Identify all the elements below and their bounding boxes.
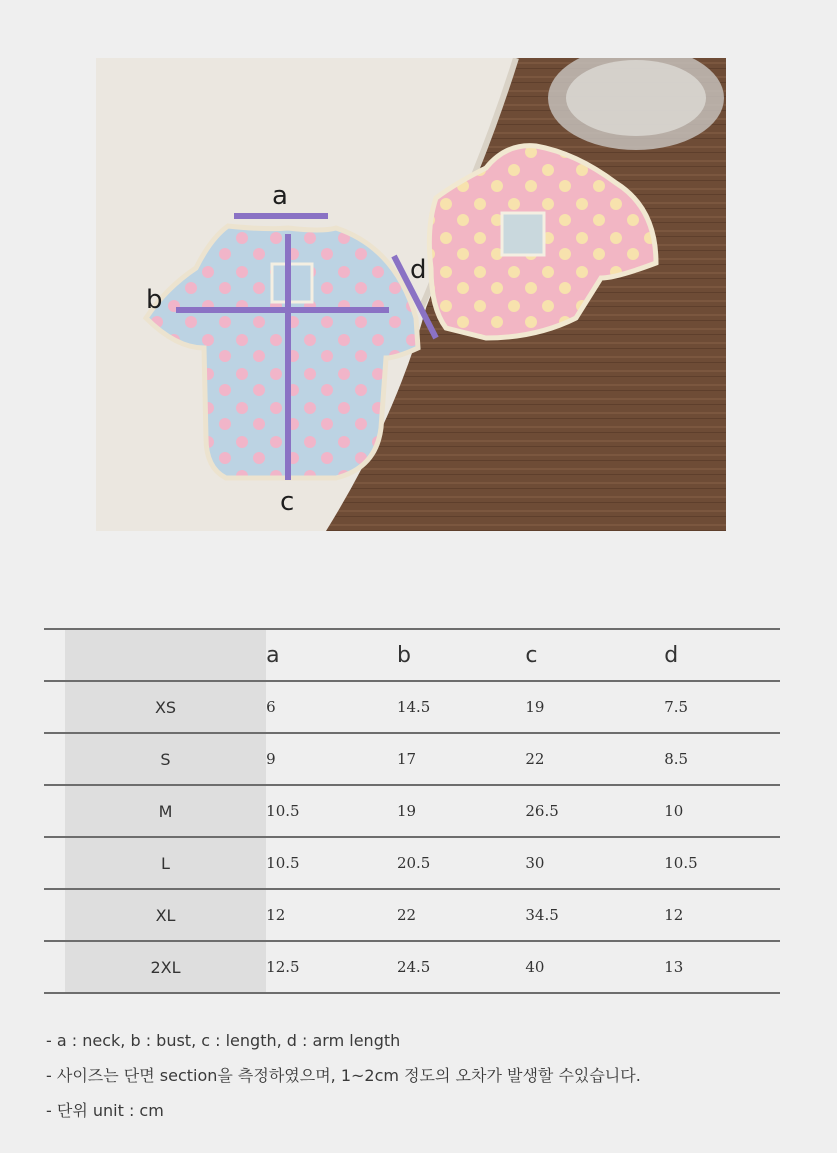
table-row (44, 837, 780, 889)
size-cell: L (65, 837, 266, 889)
size-cell: XS (65, 681, 266, 733)
col-header-a: a (266, 629, 397, 681)
value-cell-a: 12.5 (266, 941, 397, 993)
table-row (44, 785, 780, 837)
value-cell-c: 26.5 (525, 785, 664, 837)
size-table (44, 628, 780, 994)
size-cell: 2XL (65, 941, 266, 993)
label-d: d (410, 255, 427, 285)
value-cell-d: 10 (664, 785, 780, 837)
col-header-b: b (397, 629, 525, 681)
value-cell-d: 8.5 (664, 733, 780, 785)
product-photo (96, 58, 726, 531)
size-cell: M (65, 785, 266, 837)
note-line: - a : neck, b : bust, c : length, d : arm length (46, 1031, 401, 1050)
value-cell-b: 17 (397, 733, 525, 785)
value-cell-a: 10.5 (266, 785, 397, 837)
note-line: - 단위 unit : cm (46, 1101, 164, 1120)
value-cell-d: 12 (664, 889, 780, 941)
value-cell-b: 20.5 (397, 837, 525, 889)
value-cell-c: 34.5 (525, 889, 664, 941)
value-cell-a: 9 (266, 733, 397, 785)
label-a: a (272, 181, 288, 211)
table-row (44, 733, 780, 785)
size-cell: S (65, 733, 266, 785)
value-cell-b: 24.5 (397, 941, 525, 993)
value-cell-b: 19 (397, 785, 525, 837)
table-row (44, 941, 780, 993)
value-cell-d: 10.5 (664, 837, 780, 889)
value-cell-c: 19 (525, 681, 664, 733)
col-header-d: d (664, 629, 780, 681)
pad-cell (44, 629, 65, 681)
table-row (44, 681, 780, 733)
value-cell-c: 22 (525, 733, 664, 785)
value-cell-a: 10.5 (266, 837, 397, 889)
value-cell-d: 7.5 (664, 681, 780, 733)
value-cell-b: 22 (397, 889, 525, 941)
measurement-diagram (96, 58, 726, 531)
col-header-c: c (525, 629, 664, 681)
value-cell-d: 13 (664, 941, 780, 993)
value-cell-b: 14.5 (397, 681, 525, 733)
value-cell-c: 40 (525, 941, 664, 993)
table-row (44, 889, 780, 941)
size-notes (46, 1026, 806, 1131)
label-b: b (146, 285, 163, 315)
label-c: c (280, 487, 295, 517)
value-cell-a: 6 (266, 681, 397, 733)
size-cell: XL (65, 889, 266, 941)
value-cell-c: 30 (525, 837, 664, 889)
table-header-row (44, 629, 780, 681)
value-cell-a: 12 (266, 889, 397, 941)
size-header-cell (65, 629, 266, 681)
note-line: - 사이즈는 단면 section을 측정하였으며, 1~2cm 정도의 오차가 발생할 수있습니다. (46, 1066, 641, 1085)
